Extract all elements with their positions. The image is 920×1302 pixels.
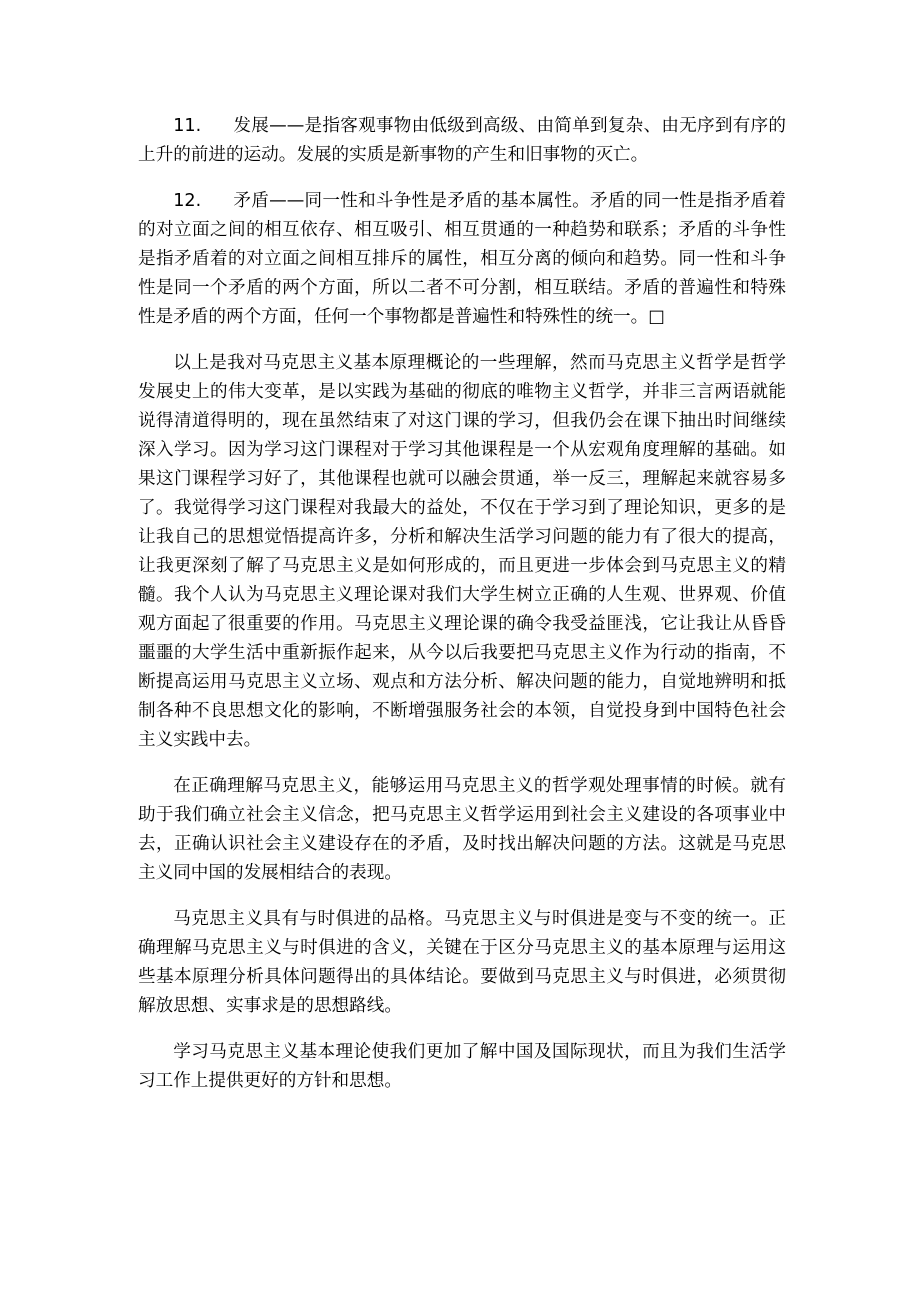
item-number: 12.	[173, 191, 202, 211]
document-page	[138, 112, 786, 1096]
definition-item-12	[138, 187, 786, 332]
item-number: 11.	[173, 116, 202, 136]
body-paragraph: 在正确理解马克思主义，能够运用马克思主义的哲学观处理事情的时候。就有助于我们确立社会主义信念，把马克思主义哲学运用到社会主义建设的各项事业中去，正确认识社会主义建设存在的矛盾，及时找出解决问题的方法。这就是马克思主义同中国的发展相结合的表现。	[138, 776, 786, 883]
body-paragraph: 马克思主义具有与时俱进的品格。马克思主义与时俱进是变与不变的统一。正确理解马克思主义与时俱进的含义，关键在于区分马克思主义的基本原理与运用这些基本原理分析具体问题得出的具体结论。要做到马克思主义与时俱进，必须贯彻解放思想、实事求是的思想路线。	[138, 909, 786, 1016]
item-text: 矛盾——同一性和斗争性是矛盾的基本属性。矛盾的同一性是指矛盾着的对立面之间的相互依存、相互吸引、相互贯通的一种趋势和联系；矛盾的斗争性是指矛盾着的对立面之间相互排斥的属性，相互分离的倾向和趋势。同一性和斗争性是同一个矛盾的两个方面，所以二者不可分割，相互联结。矛盾的普遍性和特殊性是矛盾的两个方面，任何一个事物都是普遍性和特殊性的统一。□	[138, 191, 786, 327]
body-paragraph: 以上是我对马克思主义基本原理概论的一些理解，然而马克思主义哲学是哲学发展史上的伟大变革，是以实践为基础的彻底的唯物主义哲学，并非三言两语就能说得清道得明的，现在虽然结束了对这门课的学习，但我仍会在课下抽出时间继续深入学习。因为学习这门课程对于学习其他课程是一个从宏观角度理解的基础。如果这门课程学习好了，其他课程也就可以融会贯通，举一反三，理解起来就容易多了。我觉得学习这门课程对我最大的益处，不仅在于学习到了理论知识，更多的是让我自己的思想觉悟提高许多，分析和解决生活学习问题的能力有了很大的提高，让我更深刻了解了马克思主义是如何形成的，而且更进一步体会到马克思主义的精髓。我个人认为马克思主义理论课对我们大学生树立正确的人生观、世界观、价值观方面起了很重要的作用。马克思主义理论课的确令我受益匪浅，它让我让从昏昏噩噩的大学生活中重新振作起来，从今以后我要把马克思主义作为行动的指南，不断提高运用马克思主义立场、观点和方法分析、解决问题的能力，自觉地辨明和抵制各种不良思想文化的影响，不断增强服务社会的本领，自觉投身到中国特色社会主义实践中去。	[138, 353, 786, 750]
item-text: 发展——是指客观事物由低级到高级、由简单到复杂、由无序到有序的上升的前进的运动。发展的实质是新事物的产生和旧事物的灭亡。	[138, 116, 786, 165]
definition-item-11	[138, 112, 786, 170]
body-paragraph: 学习马克思主义基本理论使我们更加了解中国及国际现状，而且为我们生活学习工作上提供更好的方针和思想。	[138, 1042, 786, 1091]
